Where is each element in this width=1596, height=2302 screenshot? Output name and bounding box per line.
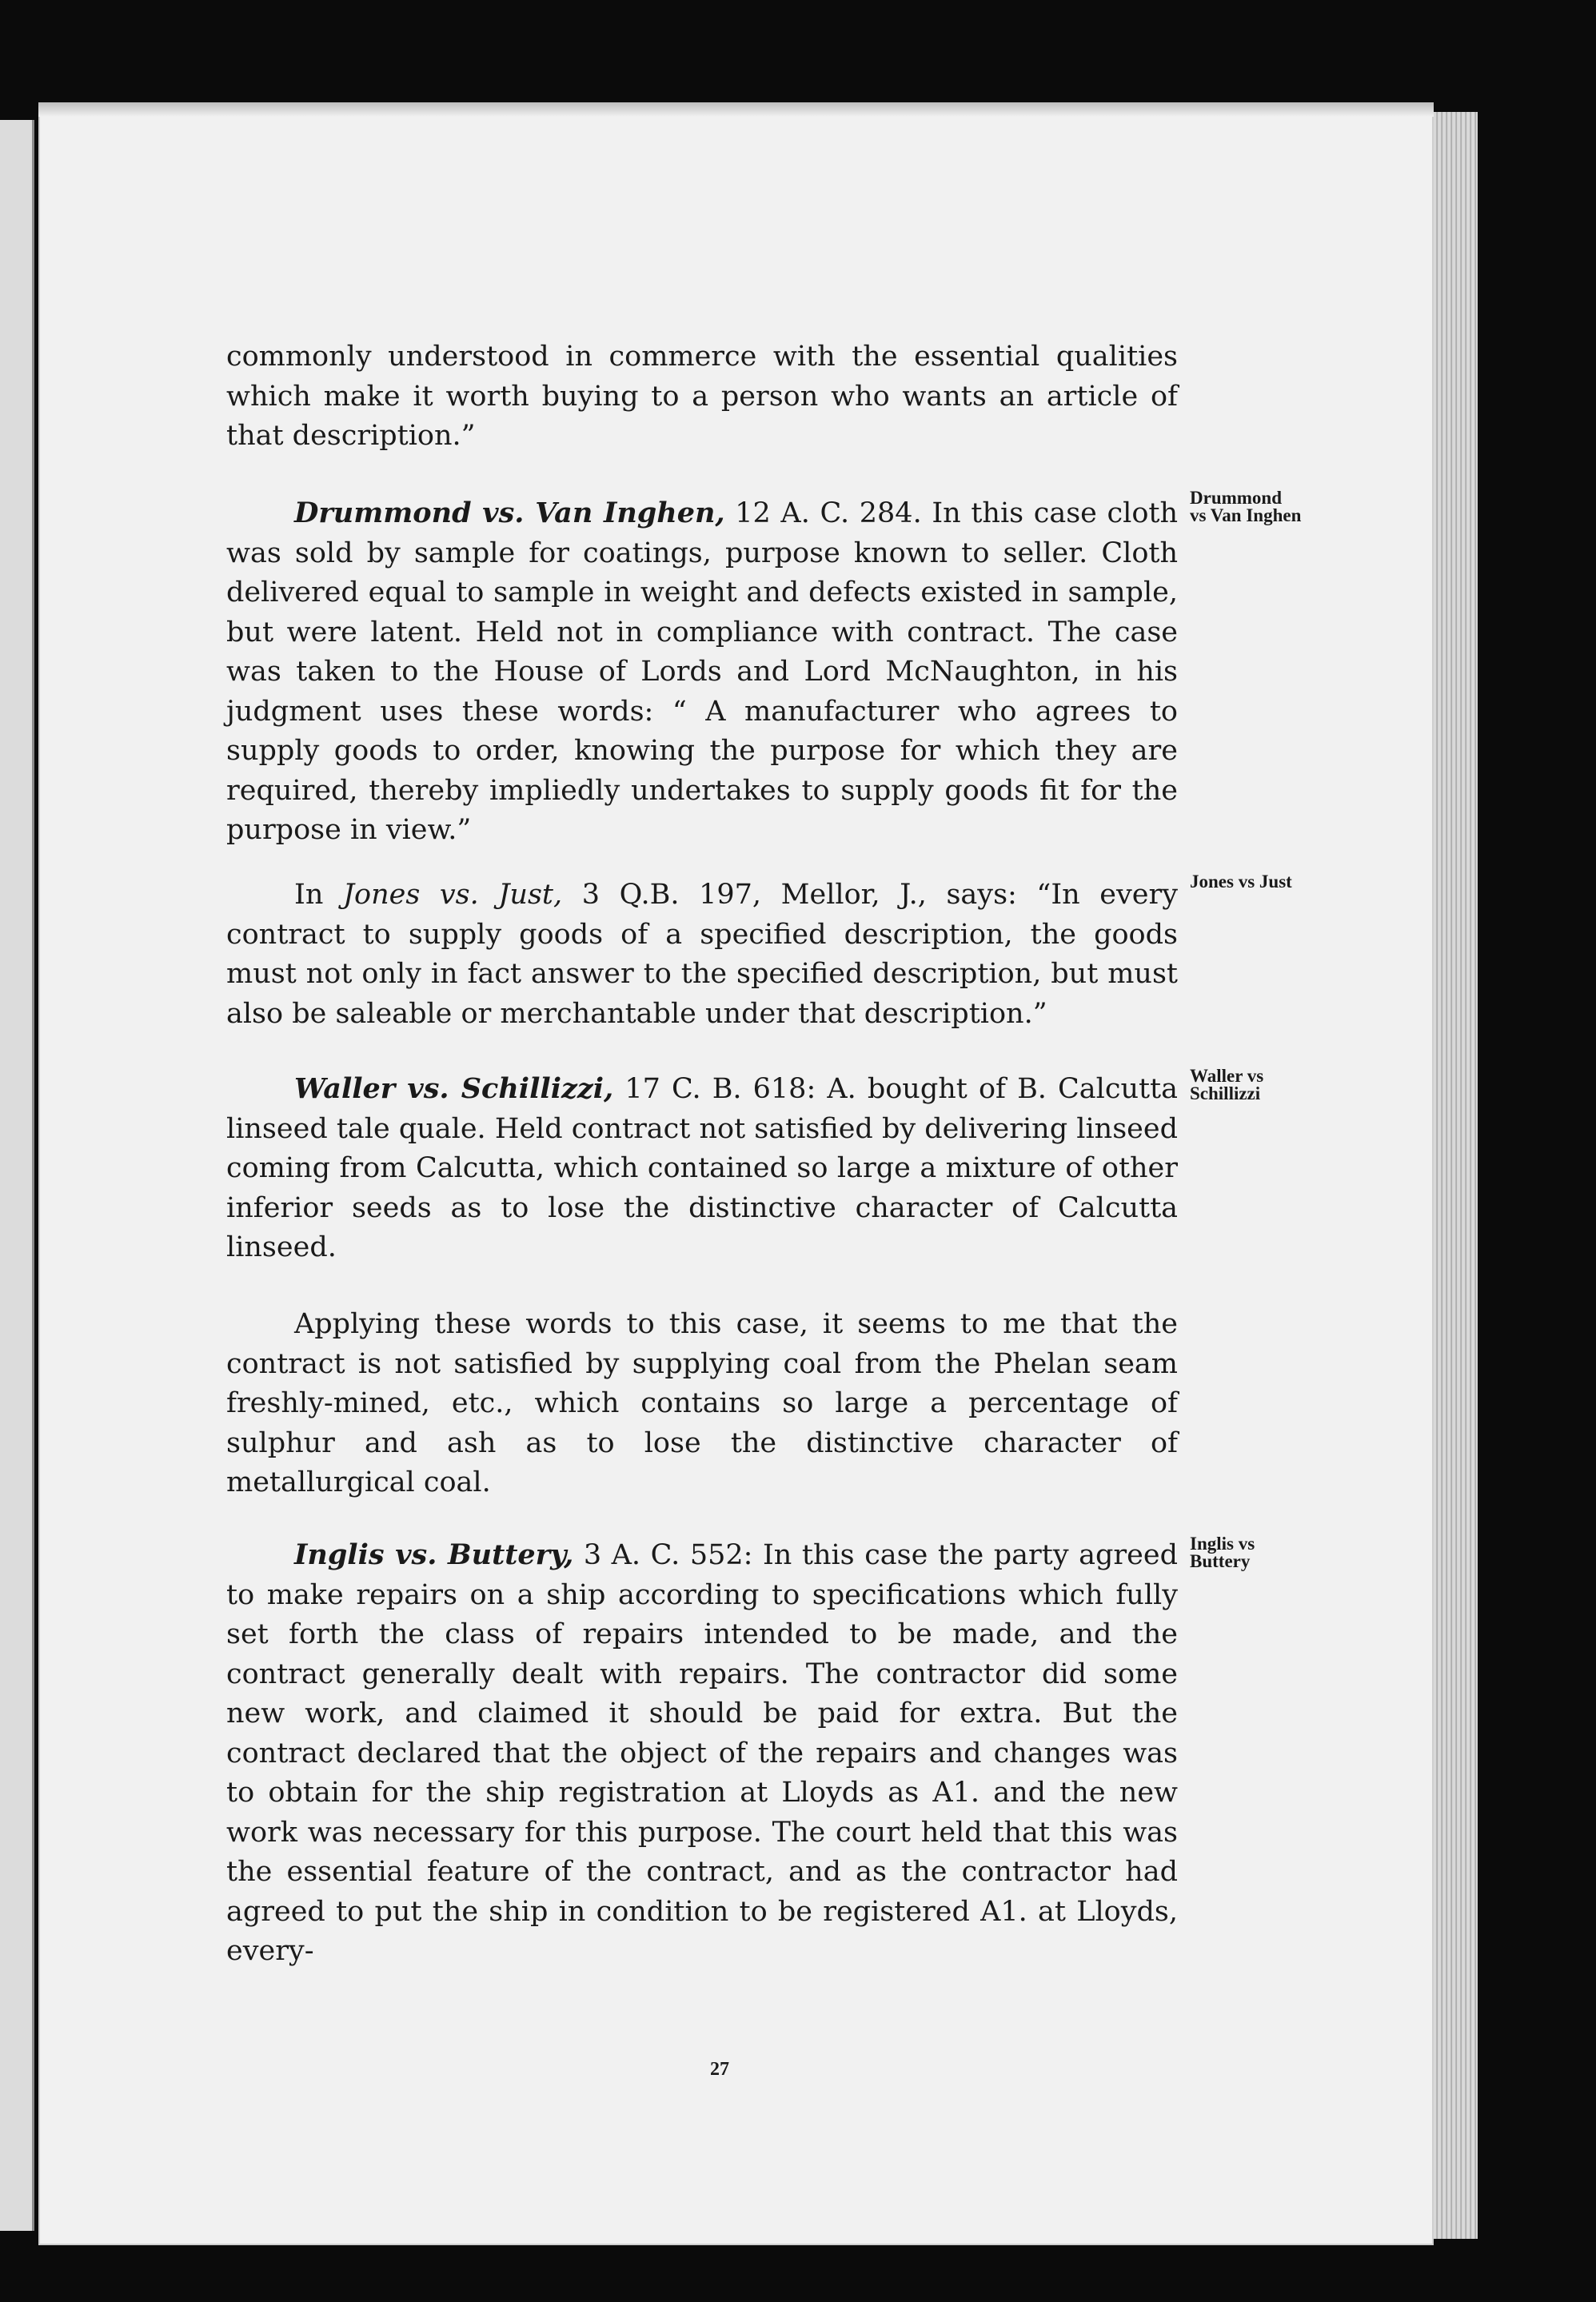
paragraph-drummond — [226, 493, 1178, 851]
case-name: Jones vs. Just, — [342, 879, 563, 911]
margin-note-line: Inglis vs — [1190, 1534, 1255, 1554]
case-name: Inglis vs. Buttery, — [294, 1538, 574, 1571]
page-number: 27 — [710, 2059, 729, 2080]
margin-note-line: Buttery — [1190, 1551, 1251, 1571]
margin-note-line: vs Van Inghen — [1190, 505, 1302, 525]
page-top-shadow — [38, 102, 1434, 117]
paragraph-text: 3 Q.B. 197, Mellor, J., says: “In every contract to supply goods of a specified description, the goods must not only in fact answer to the specified description, but must also be saleable or merchantable under that description.” — [226, 879, 1178, 1030]
case-name: Drummond vs. Van Inghen, — [294, 497, 725, 529]
paragraph-text: 17 C. B. 618: A. bought of B. Calcutta linseed tale quale. Held contract not satisfied by delivering linseed coming from Calcutta, which contained so large a mixture of other inferior seeds as to lose the distinctive character of Calcutta linseed. — [226, 1073, 1178, 1263]
facing-page-edge — [0, 120, 34, 2231]
margin-note-line: Waller vs — [1190, 1066, 1264, 1086]
case-name: Waller vs. Schillizzi, — [294, 1072, 614, 1105]
margin-note-jones — [1190, 873, 1350, 891]
margin-note-line: Jones vs Just — [1190, 872, 1292, 892]
margin-note-line: Schillizzi — [1190, 1083, 1261, 1103]
margin-note-drummond — [1190, 489, 1350, 525]
paragraph-inglis — [226, 1535, 1178, 1972]
margin-note-line: Drummond — [1190, 488, 1283, 508]
paragraph-jones — [226, 876, 1178, 1034]
paragraph-applying — [226, 1305, 1178, 1503]
margin-note-waller — [1190, 1067, 1350, 1103]
paragraph-text: 12 A. C. 284. In this case cloth was sold by sample for coatings, purpose known to seller. Cloth delivered equal to sample in weight and defects existed in sample, but were latent. Held not in compliance with contract. The case was taken to the House of Lords and Lord McNaughton, in his judgment uses these words: “ A manufacturer who agrees to supply goods to order, knowing the purpose for which they are required, thereby impliedly undertakes to supply goods fit for the purpose in view.” — [226, 497, 1178, 846]
margin-note-inglis — [1190, 1535, 1350, 1570]
page-stack-edge — [1434, 112, 1478, 2239]
paragraph-continuation — [226, 337, 1178, 457]
paragraph-text: 3 A. C. 552: In this case the party agreed to make repairs on a ship according to specifications which fully set forth the class of repairs intended to be made, and the contract generally dealt with repairs. The contractor did some new work, and claimed it should be paid for extra. But the contract declared that the object of the repairs and changes was to obtain for the ship registration at Lloyds as A1. and the new work was necessary for this purpose. The court held that this was the essential feature of the contract, and as the contractor had agreed to put the ship in condition to be registered A1. at Lloyds, every- — [226, 1539, 1178, 1967]
paragraph-lead: In — [294, 879, 343, 911]
paragraph-text: Applying these words to this case, it seems to me that the contract is not satisfied by supplying coal from the Phelan seam freshly-mined, etc., which contains so large a percentage of sulphur and ash as to lose the distinctive character of metallurgical coal. — [226, 1308, 1178, 1498]
paragraph-text: commonly understood in commerce with the essential qualities which make it worth buying to a person who wants an article of that description.” — [226, 341, 1178, 452]
paragraph-waller — [226, 1069, 1178, 1268]
